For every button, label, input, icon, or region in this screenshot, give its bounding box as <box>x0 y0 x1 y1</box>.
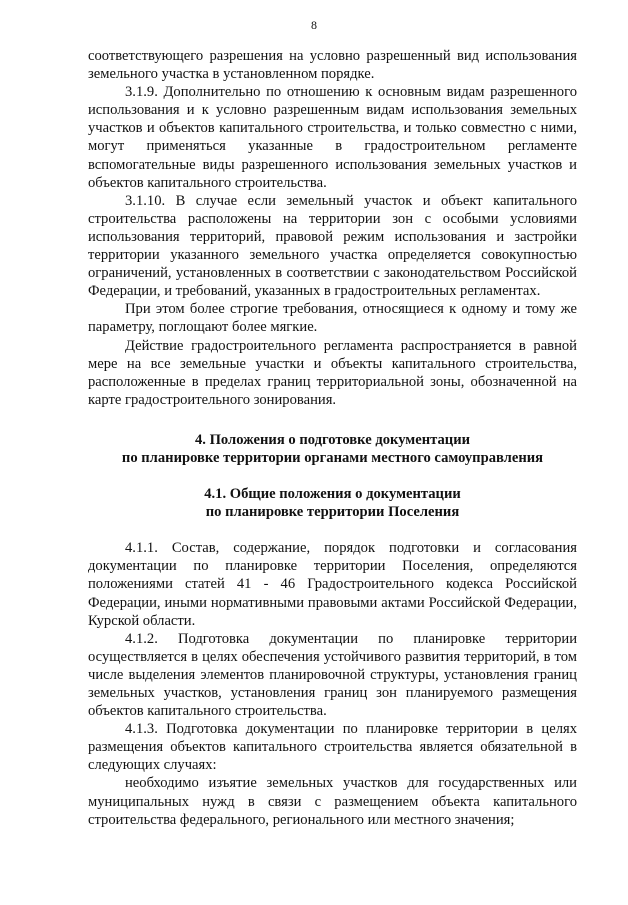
section-heading-line-2: по планировке территории органами местного самоуправления <box>121 449 544 466</box>
spacer <box>88 521 577 539</box>
subsection-heading-line-1: 4.1. Общие положения о документации <box>204 486 461 503</box>
paragraph: 4.1.1. Состав, содержание, порядок подготовки и согласования документации по планировке территории Поселения, определяются положениями статей 41 - 46 Градостроительного кодекса Российской Федерации, иными нормативными правовыми актами Российской Федерации, Курской области. <box>88 540 577 629</box>
section-heading-line-1: 4. Положения о подготовке документации <box>194 431 471 448</box>
paragraph: При этом более строгие требования, относящиеся к одному и тому же параметру, поглощают более мягкие. <box>88 301 577 336</box>
page-number: 8 <box>311 18 317 32</box>
paragraph: 3.1.10. В случае если земельный участок и объект капитального строительства расположены на территории зон с особыми условиями использования территорий, правовой режим использования и застройки территории указанного земельного участка определяется совокупностью ограничений, установленных в соответствии с законодательством Российской Федерации, и требований, указанных в градостроительных регламентах. <box>88 192 577 300</box>
section-heading <box>88 431 577 467</box>
subsection-heading <box>88 485 577 521</box>
paragraph: 4.1.2. Подготовка документации по планировке территории осуществляется в целях обеспечения устойчивого развития территорий, в том числе выделения элементов планировочной структуры, установления границ земельных участков, установления границ зон планируемого размещения объектов капитального строительства. <box>88 630 577 720</box>
paragraph: Действие градостроительного регламента распространяется в равной мере на все земельные участки и объекты капитального строительства, расположенные в пределах границ территориальной зоны, обозначенной на карте градостроительного зонирования. <box>88 337 577 408</box>
paragraph: 4.1.3. Подготовка документации по планировке территории в целях размещения объектов капитального строительства является обязательной в следующих случаях: <box>88 721 577 774</box>
paragraph: соответствующего разрешения на условно разрешенный вид использования земельного участка в установленном порядке. <box>88 48 577 83</box>
subsection-heading-line-2: по планировке территории Поселения <box>205 504 460 521</box>
paragraph: 3.1.9. Дополнительно по отношению к основным видам разрешенного использования и к условно разрешенным видам использования земельных участков и объектов капитального строительства, и только совместно с ними, могут применяться указанные в градостроительном регламенте вспомогательные виды разрешенного использования земельных участков и объектов капитального строительства. <box>88 84 577 191</box>
spacer <box>88 409 577 431</box>
spacer <box>88 467 577 485</box>
paragraph: необходимо изъятие земельных участков для государственных или муниципальных нужд в связи с размещением объекта капитального строительства федерального, регионального или местного значения; <box>88 775 577 828</box>
document-body <box>88 47 577 829</box>
